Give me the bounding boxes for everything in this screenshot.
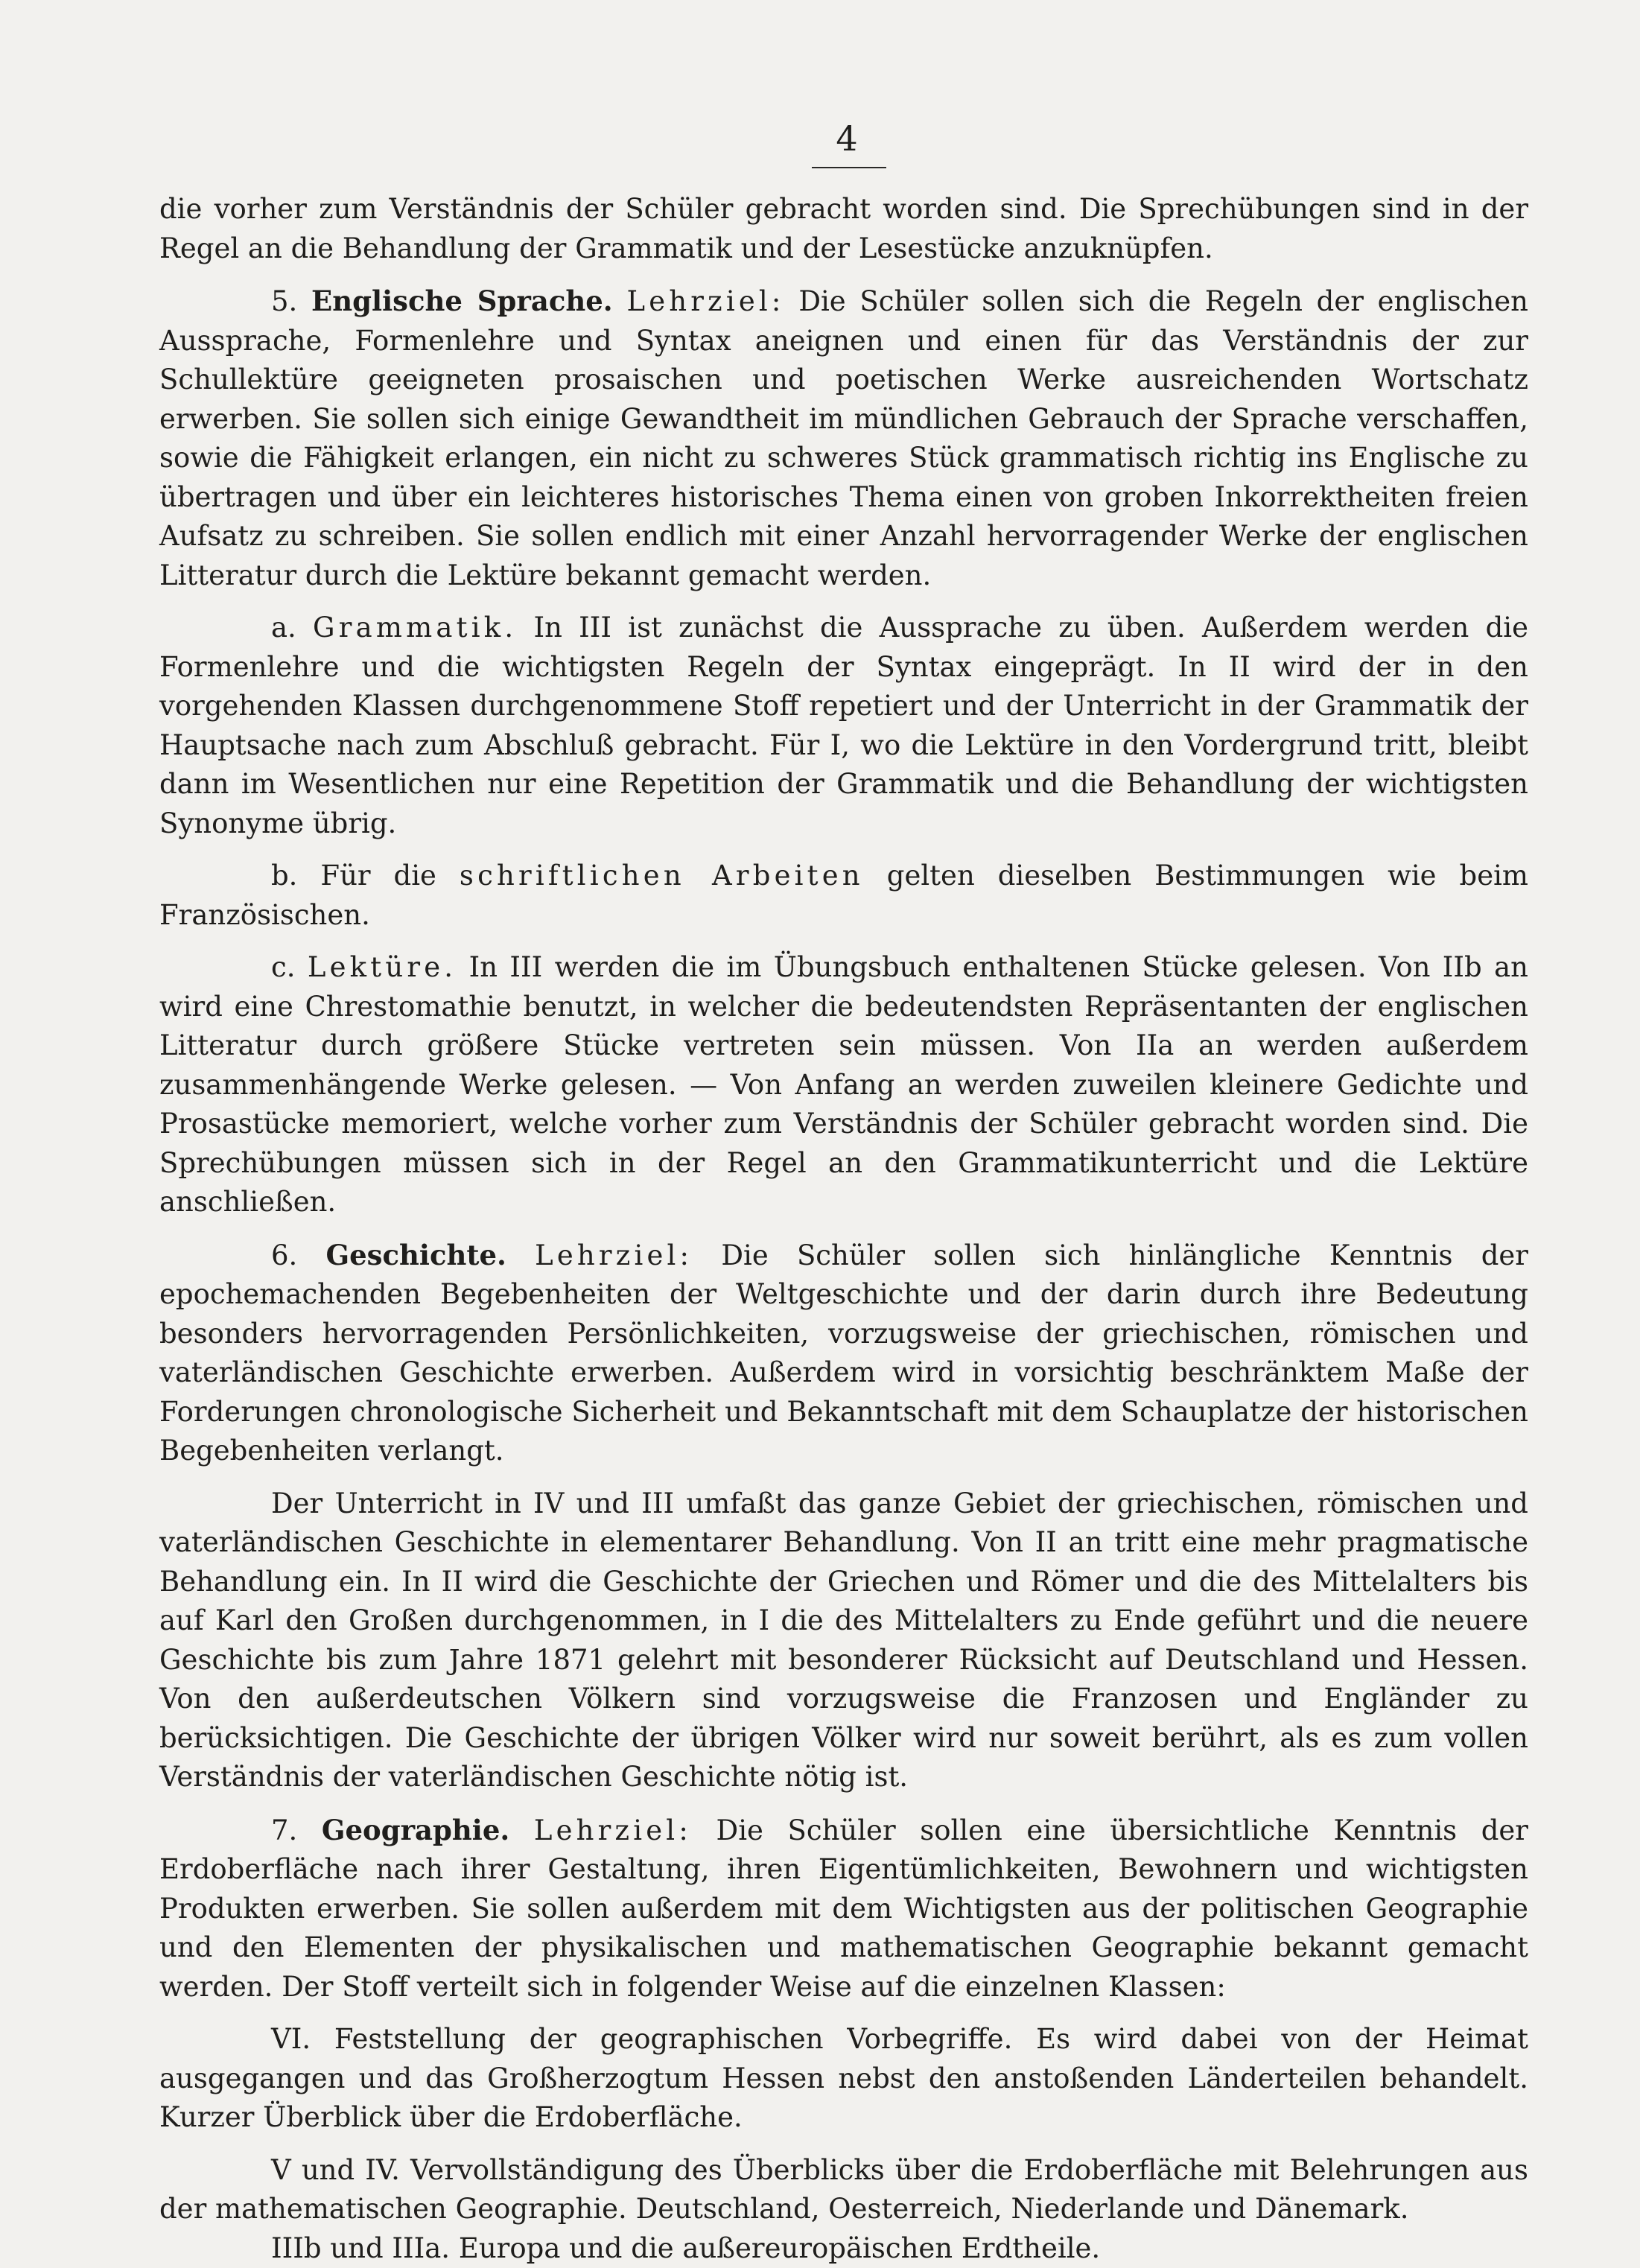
geography-section-number: 7. bbox=[271, 1814, 297, 1846]
english-goal-text: Die Schüler sollen sich die Regeln der englischen Aussprache, Formenlehre und Syntax aneignen und einen für das Verständnis der zur Schullektüre geeigneten prosaischen und poetischen Werke ausreichenden Wortschatz erwerben. Sie sollen sich einige Gewandtheit im mündlichen Gebrauch der Sprache verschaffen, sowie die Fähigkeit erlangen, ein nicht zu schweres Stück grammatisch richtig ins Englische zu übertragen und über ein leichteres historisches Thema einen von groben Inkorrektheiten freien Aufsatz zu schreiben. Sie sollen endlich mit einer Anzahl hervorragender Werke der englischen Litteratur durch die Lektüre bekannt gemacht werden. bbox=[159, 285, 1528, 591]
history-paragraph-2 bbox=[159, 1484, 1528, 1797]
geography-v-iv-text: V und IV. Vervollständigung des Überblicks über die Erdoberfläche mit Belehrungen aus der mathematischen Geographie. Deutschland, Oesterreich, Niederlande und Dänemark. bbox=[159, 2154, 1528, 2226]
geography-section-intro bbox=[159, 1811, 1528, 2007]
intro-paragraph bbox=[159, 190, 1528, 268]
history-section-title: Geschichte. bbox=[325, 1239, 506, 1271]
english-section-title: Englische Sprache. bbox=[311, 285, 613, 317]
english-b-pre: Für die bbox=[320, 860, 436, 892]
geography-vi-paragraph bbox=[159, 2020, 1528, 2138]
english-a-label: a. bbox=[271, 612, 296, 644]
english-b-text: gelten dieselben Bestimmungen wie beim Französischen. bbox=[159, 860, 1528, 931]
geography-goal-label: Lehrziel: bbox=[534, 1814, 692, 1846]
english-grammar-paragraph bbox=[159, 609, 1528, 843]
body-text bbox=[159, 190, 1528, 2268]
english-goal-label: Lehrziel: bbox=[626, 285, 784, 317]
english-c-text: In III werden die im Übungsbuch enthaltenen Stücke gelesen. Von IIb an wird eine Chrestomathie benutzt, in welcher die bedeutendsten Repräsentanten der englischen Litteratur durch größere Stücke vertreten sein müssen. Von IIa an werden außerdem zusammenhängende Werke gelesen. — Von Anfang an werden zuweilen kleinere Gedichte und Prosastücke memoriert, welche vorher zum Verständnis der Schüler gebracht worden sind. Die Sprechübungen müssen sich in der Regel an den Grammatikunterricht und die Lektüre anschließen. bbox=[159, 951, 1528, 1218]
english-b-title: schriftlichen Arbeiten bbox=[460, 860, 864, 892]
geography-v-iv-paragraph bbox=[159, 2151, 1528, 2229]
english-reading-paragraph bbox=[159, 948, 1528, 1222]
english-a-title: Grammatik. bbox=[313, 612, 517, 644]
page-number: 4 bbox=[813, 118, 880, 159]
english-written-paragraph bbox=[159, 857, 1528, 935]
geography-vi-text: VI. Feststellung der geographischen Vorbegriffe. Es wird dabei von der Heimat ausgegangen und das Großherzogtum Hessen nebst den anstoßenden Länderteilen behandelt. Kurzer Überblick über die Erdoberfläche. bbox=[159, 2023, 1528, 2133]
history-text-2: Der Unterricht in IV und III umfaßt das ganze Gebiet der griechischen, römischen und vaterländischen Geschichte in elementarer Behandlung. Von II an tritt eine mehr pragmatische Behandlung ein. In II wird die Geschichte der Griechen und Römer und die des Mittelalters bis auf Karl den Großen durchgenommen, in I die des Mittelalters zu Ende geführt und die neuere Geschichte bis zum Jahre 1871 gelehrt mit besonderer Rücksicht auf Deutschland und Hessen. Von den außerdeutschen Völkern sind vorzugsweise die Franzosen und Engländer zu berücksichtigen. Die Geschichte der übrigen Völker wird nur soweit berührt, als es zum vollen Verständnis der vaterländischen Geschichte nötig ist. bbox=[159, 1487, 1528, 1794]
history-section-number: 6. bbox=[271, 1239, 297, 1271]
history-goal-text: Die Schüler sollen sich hinlängliche Kenntnis der epochemachenden Begebenheiten der Weltgeschichte und der darin durch ihre Bedeutung besonders hervorragenden Persönlichkeiten, vorzugsweise der griechischen, römischen und vaterländischen Geschichte erwerben. Außerdem wird in vorsichtig beschränktem Maße der Forderungen chronologische Sicherheit und Bekanntschaft mit dem Schauplatze der historischen Begebenheiten verlangt. bbox=[159, 1239, 1528, 1467]
history-goal-label: Lehrziel: bbox=[535, 1239, 693, 1271]
geography-iii-text: IIIb und IIIa. Europa und die außereuropäischen Erdtheile. bbox=[271, 2232, 1100, 2264]
english-section-number: 5. bbox=[271, 285, 297, 317]
english-a-text: In III ist zunächst die Aussprache zu üben. Außerdem werden die Formenlehre und die wichtigsten Regeln der Syntax eingeprägt. In II wird der in den vorgehenden Klassen durchgenommene Stoff repetiert und der Unterricht in der Grammatik der Hauptsache nach zum Abschluß gebracht. Für I, wo die Lektüre in den Vordergrund tritt, bleibt dann im Wesentlichen nur eine Repetition der Grammatik und die Behandlung der wichtigsten Synonyme übrig. bbox=[159, 612, 1528, 839]
history-section-intro bbox=[159, 1236, 1528, 1471]
english-c-title: Lektüre. bbox=[308, 951, 457, 983]
english-b-label: b. bbox=[271, 860, 297, 892]
english-section-intro bbox=[159, 282, 1528, 595]
english-c-label: c. bbox=[271, 951, 295, 983]
geography-goal-text: Die Schüler sollen eine übersichtliche Kenntnis der Erdoberfläche nach ihrer Gestaltung, ihren Eigentümlichkeiten, Bewohnern und wichtigsten Produkten erwerben. Sie sollen außerdem mit dem Wichtigsten aus der politischen Geographie und den Elementen der physikalischen und mathematischen Geographie bekannt gemacht werden. Der Stoff verteilt sich in folgender Weise auf die einzelnen Klassen: bbox=[159, 1814, 1528, 2003]
geography-iii-paragraph bbox=[159, 2229, 1528, 2268]
intro-text: die vorher zum Verständnis der Schüler gebracht worden sind. Die Sprechübungen sind in der Regel an die Behandlung der Grammatik und der Lesestücke anzuknüpfen. bbox=[159, 193, 1528, 264]
header-rule bbox=[812, 167, 886, 168]
geography-section-title: Geographie. bbox=[322, 1814, 509, 1846]
